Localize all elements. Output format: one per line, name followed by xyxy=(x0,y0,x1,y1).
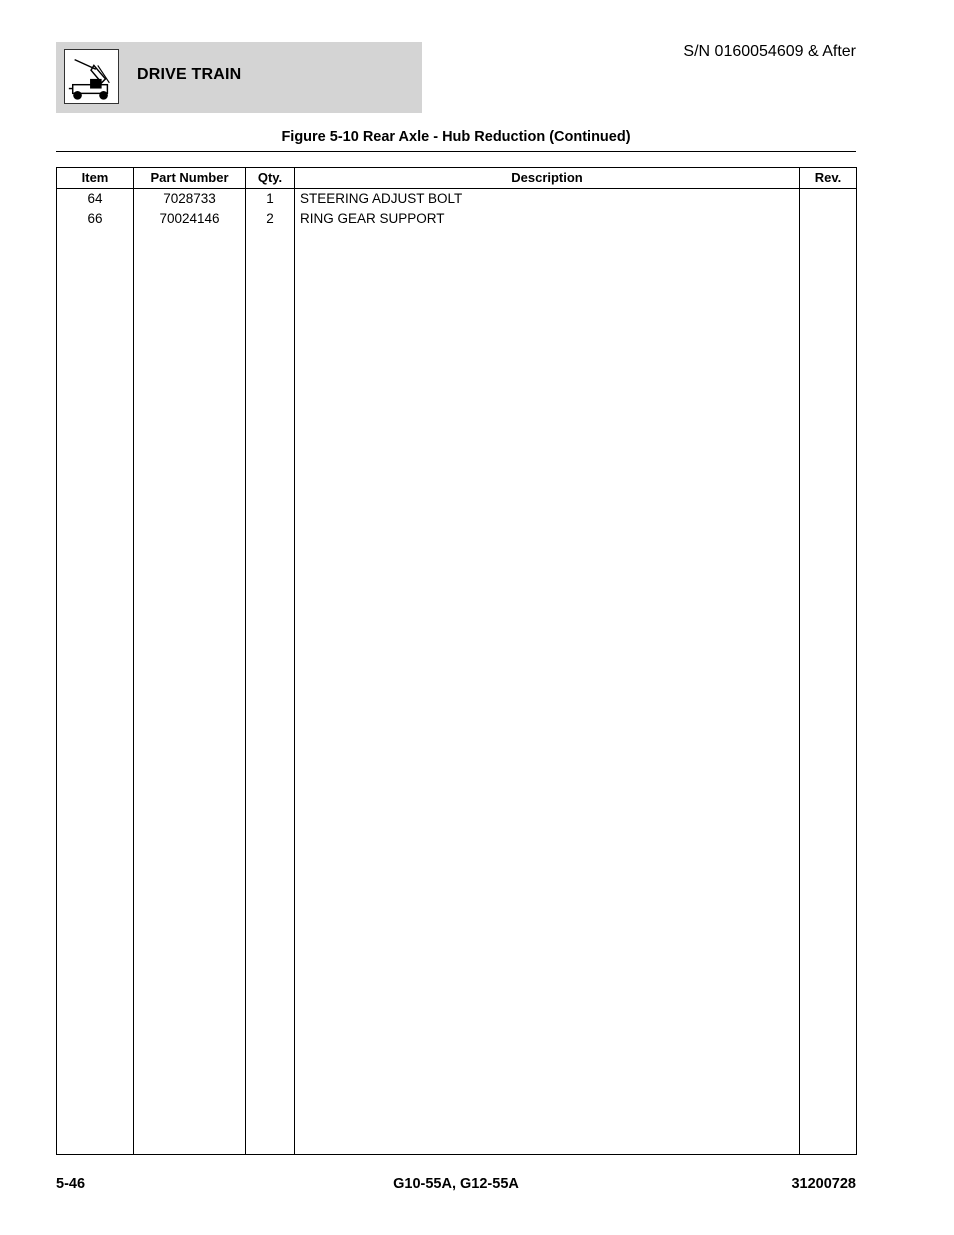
cell-qty: 2 xyxy=(246,209,295,229)
cell-rev xyxy=(800,209,857,229)
table-filler-row xyxy=(57,229,857,1155)
table-row xyxy=(57,189,857,210)
parts-table xyxy=(56,167,857,1155)
cell-item: 64 xyxy=(57,189,134,210)
model-numbers: G10-55A, G12-55A xyxy=(393,1176,519,1192)
column-header-part-number: Part Number xyxy=(134,168,246,189)
section-header xyxy=(56,42,422,113)
cell-description: RING GEAR SUPPORT xyxy=(295,209,800,229)
column-header-rev: Rev. xyxy=(800,168,857,189)
title-divider xyxy=(56,151,856,152)
figure-title: Figure 5-10 Rear Axle - Hub Reduction (Continued) xyxy=(281,129,631,145)
document-number: 31200728 xyxy=(791,1176,856,1192)
machine-with-boom-icon xyxy=(64,49,119,104)
column-header-qty: Qty. xyxy=(246,168,295,189)
cell-part-number: 70024146 xyxy=(134,209,246,229)
column-header-item: Item xyxy=(57,168,134,189)
cell-description: STEERING ADJUST BOLT xyxy=(295,189,800,210)
cell-rev xyxy=(800,189,857,210)
table-row xyxy=(57,209,857,229)
cell-qty: 1 xyxy=(246,189,295,210)
cell-item: 66 xyxy=(57,209,134,229)
column-header-description: Description xyxy=(295,168,800,189)
page-number: 5-46 xyxy=(56,1176,86,1192)
serial-number-range: S/N 0160054609 & After xyxy=(683,43,856,60)
table-header-row xyxy=(57,168,857,189)
section-title: DRIVE TRAIN xyxy=(137,66,242,83)
cell-part-number: 7028733 xyxy=(134,189,246,210)
